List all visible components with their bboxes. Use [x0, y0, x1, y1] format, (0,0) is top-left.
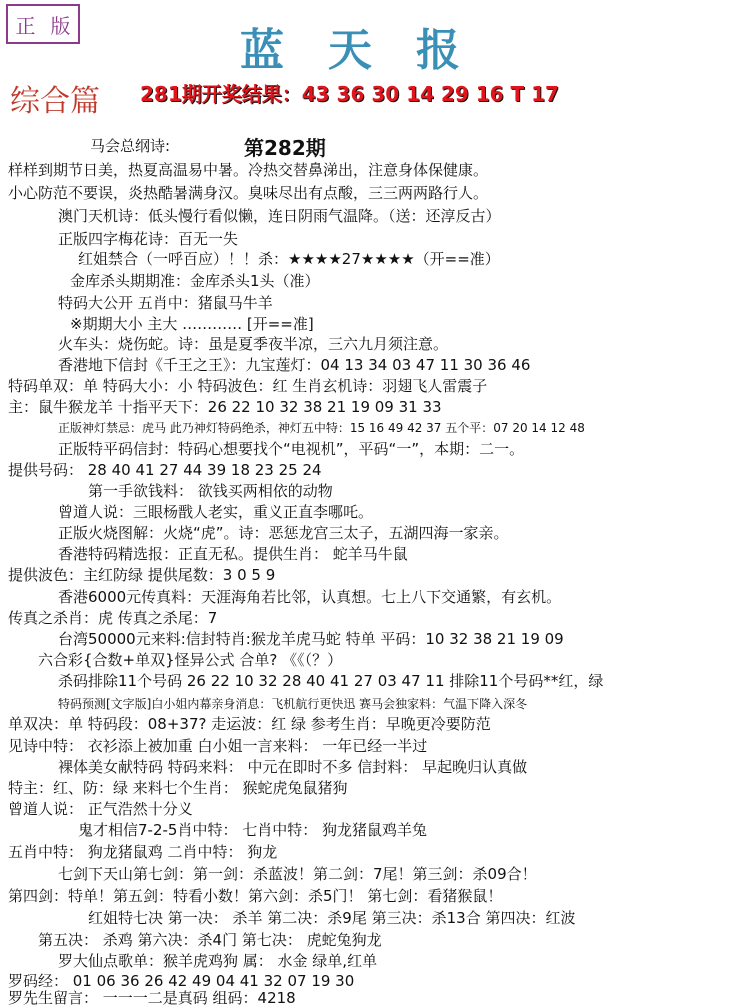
text-line: 七剑下天山第七剑：第一剑：杀蓝波！第二剑：7尾！第三剑：杀09合！	[58, 865, 537, 883]
text-line: 罗大仙点歌单：猴羊虎鸡狗 属： 水金 绿单,红单	[58, 952, 378, 970]
text-line: 特主：红、防：绿 来料七个生肖： 猴蛇虎兔鼠猪狗	[8, 779, 348, 797]
stamp-char-1: 正	[15, 13, 36, 38]
text-line: 香港6000元传真料：天涯海角若比邻，认真想。七上八下交通繁，有玄机。	[58, 588, 562, 606]
text-line: 传真之杀肖：虎 传真之杀尾：7	[8, 609, 218, 627]
text-line: 提供号码： 28 40 41 27 44 39 18 23 25 24	[8, 461, 322, 479]
text-line: 正版四字梅花诗：百无一失	[58, 230, 239, 248]
masthead: 蓝天报	[240, 25, 504, 76]
text-line: 正版特平码信封：特码心想要找个“电视机”，平码“一”，本期：二一。	[58, 440, 525, 458]
issue-number: 第282期	[244, 136, 326, 160]
stamp-char-2: 版	[50, 13, 71, 38]
text-line: 特码预测[文字版]白小姐内幕亲身消息：飞机航行更快迅 赛马会独家料：气温下降入深冬	[58, 697, 528, 711]
previous-result: 281期开奖结果：43 36 30 14 29 16 T 17	[140, 82, 559, 106]
text-line: 见诗中特： 衣衫添上被加重 白小姐一言来料： 一年已经一半过	[8, 737, 428, 755]
text-line: 金库杀头期期准：金库杀头1头（准）	[70, 272, 320, 290]
text-line: 正版神灯禁忌：虎马 此乃神灯特码绝杀，神灯五中特：15 16 49 42 37 五个平：07 20 14 12 48	[58, 421, 585, 435]
text-line: 六合彩{合数+单双}怪异公式 合单? 《《（？）	[38, 651, 343, 669]
text-line: 杀码排除11个号码 26 22 10 32 28 40 41 27 03 47 11 排除11个号码**红，绿	[58, 672, 604, 690]
section-title: 综合篇	[10, 84, 100, 119]
text-line: 五肖中特： 狗龙猪鼠鸡 二肖中特： 狗龙	[8, 843, 278, 861]
text-line: 主：鼠牛猴龙羊 十指平天下：26 22 10 32 38 21 19 09 31 33	[8, 398, 442, 416]
text-line: 特码大公开 五肖中：猪鼠马牛羊	[58, 294, 273, 312]
text-line: ※期期大小 主大 ………… [开==准]	[70, 315, 314, 333]
text-line: 火车头：烧伤蛇。诗：虽是夏季夜半凉，三六九月须注意。	[58, 335, 449, 353]
text-line: 罗先生留言： 一一一二是真码 组码：4218	[8, 989, 296, 1007]
text-line: 香港特码精选报：正直无私。提供生肖： 蛇羊马牛鼠	[58, 545, 408, 563]
text-line: 正版火烧图解：火烧“虎”。诗：恶惩龙宫三太子，五湖四海一家亲。	[58, 524, 509, 542]
text-line: 红姐特七决 第一决： 杀羊 第二决：杀9尾 第三决：杀13合 第四决：红波	[88, 909, 576, 927]
authentic-stamp	[6, 4, 80, 44]
text-line: 曾道人说：三眼杨戬人老实，重义正直李哪吒。	[58, 503, 374, 521]
text-line: 样样到期节日美，热夏高温易中暑。冷热交替鼻涕出，注意身体保健康。	[8, 161, 489, 179]
text-line: 特码单双：单 特码大小：小 特码波色：红 生肖玄机诗：羽翅飞人雷震子	[8, 377, 488, 395]
text-line: 红姐禁合（一呼百应）！！杀：★★★★27★★★★（开==准）	[78, 250, 500, 268]
text-line: 台湾50000元来料:信封特肖:猴龙羊虎马蛇 特单 平码：10 32 38 21 19 09	[58, 630, 564, 648]
text-line: 提供波色：主红防绿 提供尾数：3 0 5 9	[8, 566, 276, 584]
text-line: 罗码经： 01 06 36 26 42 49 04 41 32 07 19 30	[8, 972, 355, 990]
text-line: 澳门天机诗：低头慢行看似懒，连日阴雨气温降。（送：还淳反古）	[58, 207, 501, 225]
text-line: 裸体美女献特码 特码来料： 中元在即时不多 信封料： 早起晚归认真做	[58, 758, 528, 776]
text-line: 鬼才相信7-2-5肖中特： 七肖中特： 狗龙猪鼠鸡羊兔	[78, 821, 427, 839]
text-line: 单双决：单 特码段：08+37? 走运波：红 绿 参考生肖：早晚更冷要防范	[8, 715, 491, 733]
text-line: 第四剑：特单！第五剑：特看小数！第六剑：杀5门！ 第七剑：看猪猴鼠！	[8, 887, 503, 905]
text-line: 马会总纲诗:	[90, 137, 171, 155]
text-line: 香港地下信封《千王之王》：九宝莲灯：04 13 34 03 47 11 30 36 46	[58, 356, 531, 374]
text-line: 曾道人说： 正气浩然十分义	[8, 800, 193, 818]
text-line: 第一手欲钱料： 欲钱买两相依的动物	[88, 482, 333, 500]
text-line: 小心防范不要误，炎热酷暑满身汉。臭味尽出有点酸，三三两两路行人。	[8, 184, 489, 202]
text-line: 第五决： 杀鸡 第六决：杀4门 第七决： 虎蛇兔狗龙	[38, 931, 382, 949]
